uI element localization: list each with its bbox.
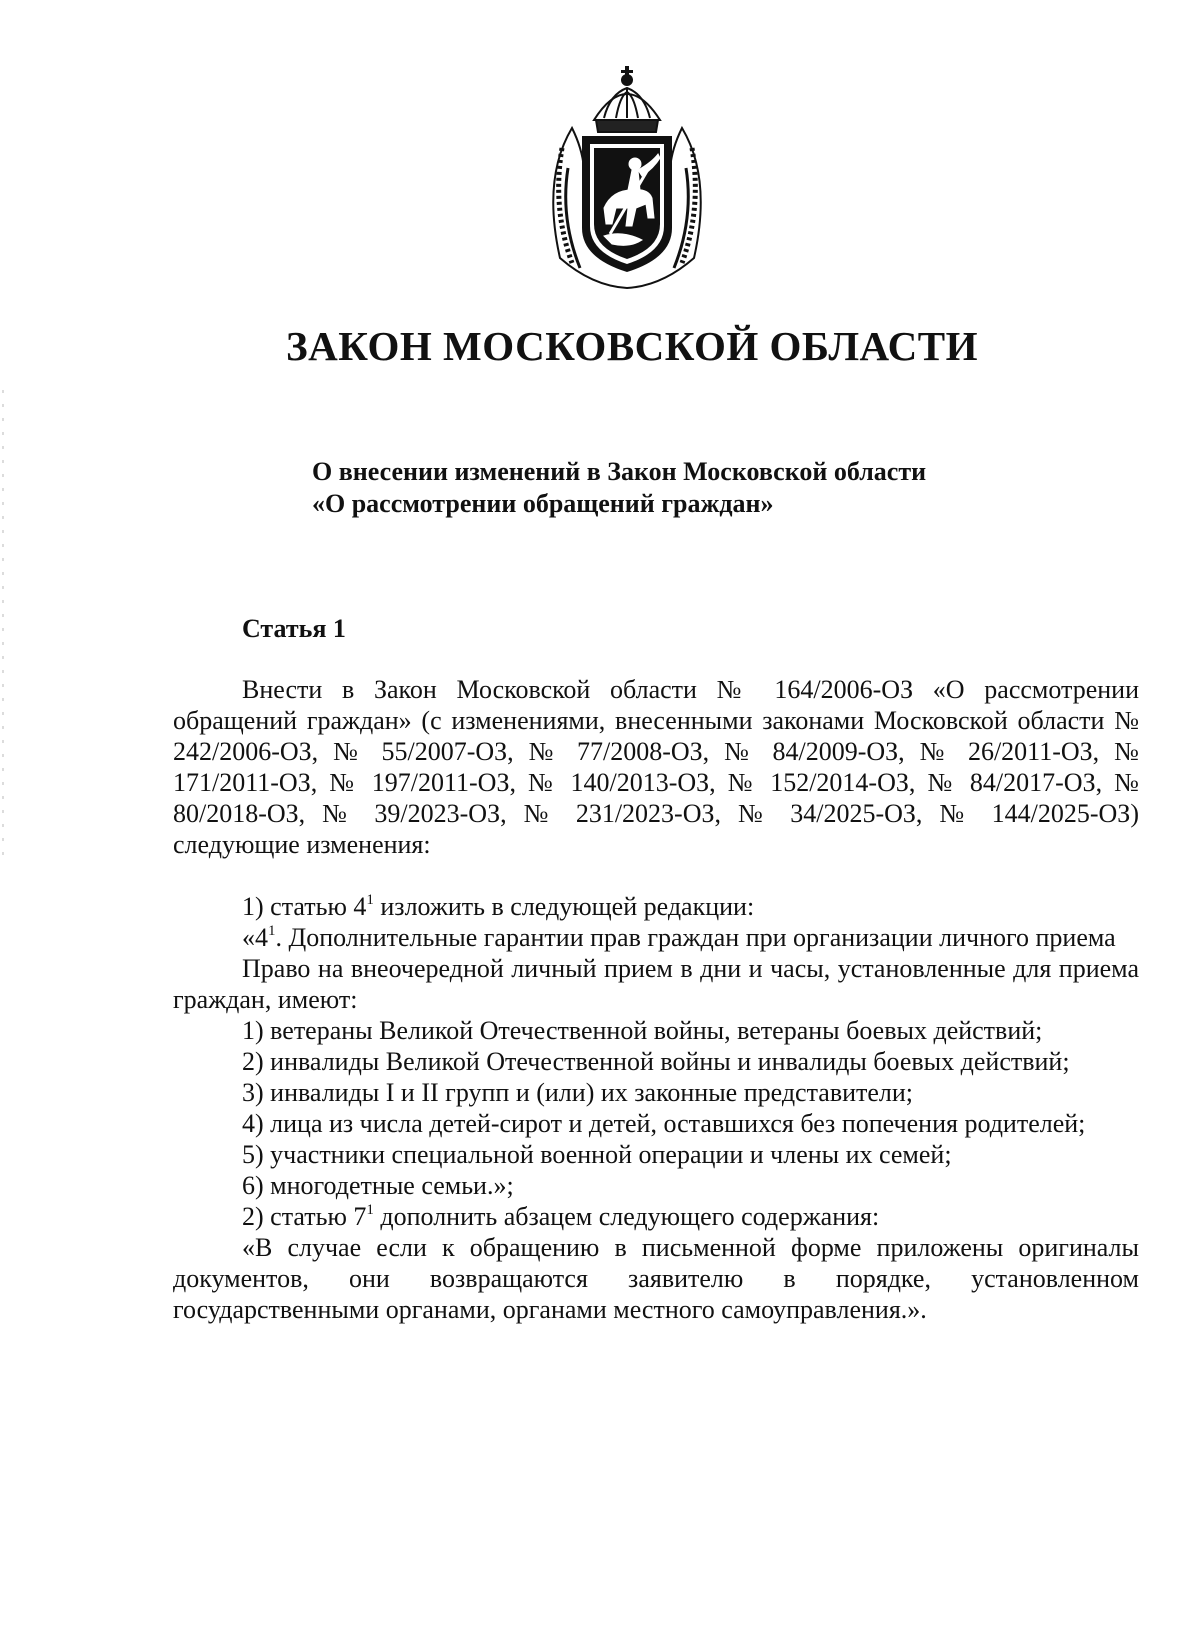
final-paragraph: «В случае если к обращению в письменной форме приложены оригиналы документов, они возвращаются заявителю в порядке, установленном государственными органами, органами местного самоуправления.». bbox=[173, 1233, 1139, 1324]
subtitle-line-2: «О рассмотрении обращений граждан» bbox=[312, 489, 774, 518]
subtitle-line-1: О внесении изменений в Закон Московской области bbox=[312, 457, 927, 486]
intro-paragraph: Внести в Закон Московской области № 164/2006-ОЗ «О рассмотрении обращений граждан» (с изменениями, внесенными законами Московской области № 242/2006-ОЗ, № 55/2007-ОЗ, № 77/2008-ОЗ, № 84/2009-ОЗ, № 26/2011-ОЗ, № 171/2011-ОЗ, № 197/2011-ОЗ, № 140/2013-ОЗ, № 152/2014-ОЗ, № 84/2017-ОЗ, № 80/2018-ОЗ, № 39/2023-ОЗ, № 231/2023-ОЗ, № 34/2025-ОЗ, № 144/2025-ОЗ) следующие изменения: bbox=[173, 675, 1139, 859]
article-heading: Статья 1 bbox=[242, 614, 346, 643]
quoted-article-heading: «$4^1$. Дополнительные гарантии прав граждан при организации личного приема bbox=[242, 923, 1116, 952]
law-title: ЗАКОН МОСКОВСКОЙ ОБЛАСТИ bbox=[286, 323, 978, 369]
article-body bbox=[173, 674, 1139, 1325]
list-item: 5) участники специальной военной операции и члены их семей; bbox=[242, 1140, 952, 1169]
list-item: 4) лица из числа детей-сирот и детей, оставшихся без попечения родителей; bbox=[242, 1109, 1086, 1138]
list-item: 2) инвалиды Великой Отечественной войны и инвалиды боевых действий; bbox=[242, 1047, 1070, 1076]
scan-edge-noise bbox=[2, 390, 4, 860]
coat-of-arms-icon bbox=[532, 58, 722, 290]
list-item: 3) инвалиды I и II групп и (или) их законные представители; bbox=[242, 1078, 914, 1107]
list-item: 6) многодетные семьи.»; bbox=[242, 1171, 514, 1200]
item-2: 2) статью $7^1$ дополнить абзацем следующего содержания: bbox=[242, 1202, 880, 1231]
list-item: 1) ветераны Великой Отечественной войны, ветераны боевых действий; bbox=[242, 1016, 1043, 1045]
item-1: 1) статью $4^1$ изложить в следующей редакции: bbox=[242, 892, 755, 921]
law-subtitle bbox=[312, 456, 1032, 520]
right-paragraph: Право на внеочередной личный прием в дни и часы, установленные для приема граждан, имеют: bbox=[173, 954, 1139, 1014]
